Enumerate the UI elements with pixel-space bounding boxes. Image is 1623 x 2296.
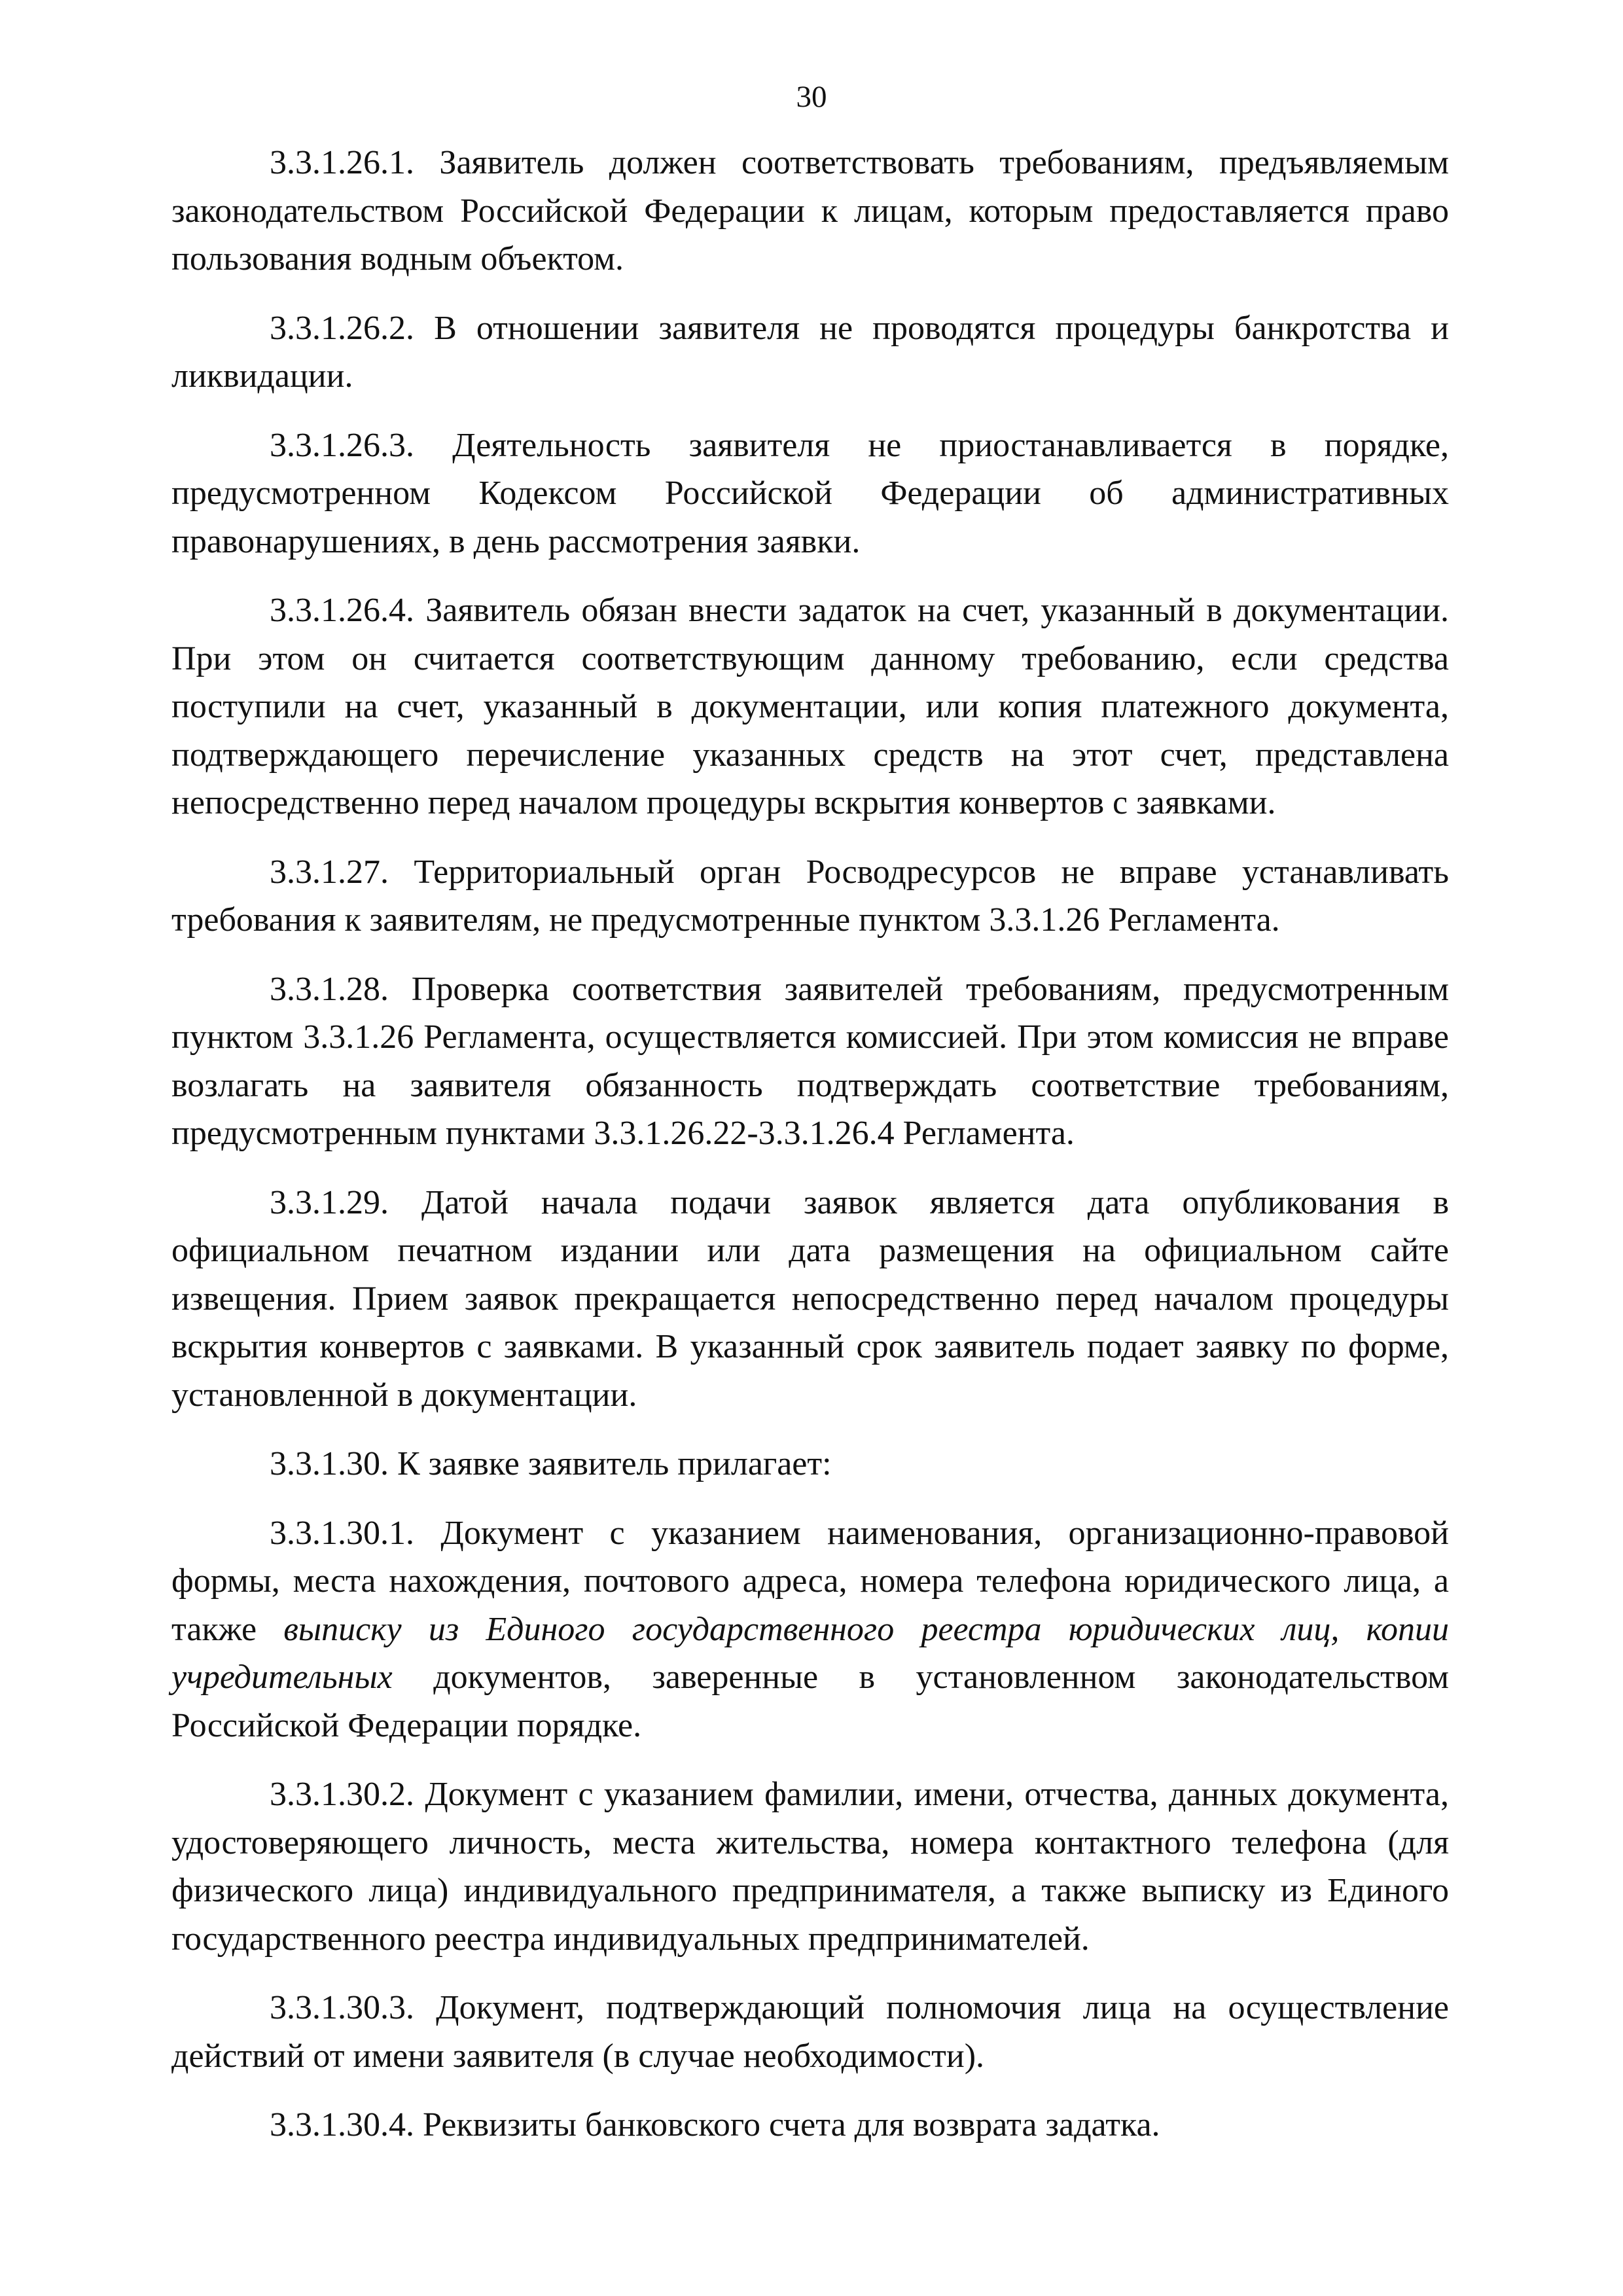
paragraph-3-3-1-29: 3.3.1.29. Датой начала подачи заявок является дата опубликования в официальном печатном издании или дата размещения на официальном сайте извещения. Прием заявок прекращается непосредственно перед началом процедуры вскрытия конвертов с заявками. В указанный срок заявитель подает заявку по форме, установленной в документации.	[171, 1183, 1449, 1414]
paragraph-3-3-1-28: 3.3.1.28. Проверка соответствия заявителей требованиям, предусмотренным пунктом 3.3.1.26 Регламента, осуществляется комиссией. При этом комиссия не вправе возлагать на заявителя обязанность подтверждать соответствие требованиям, предусмотренным пунктами 3.3.1.26.22-3.3.1.26.4 Регламента.	[171, 970, 1449, 1152]
paragraph-3-3-1-30-2: 3.3.1.30.2. Документ с указанием фамилии, имени, отчества, данных документа, удостоверяющего личность, места жительства, номера контактного телефона (для физического лица) индивидуального предпринимателя, а также выписку из Единого государственного реестра индивидуальных предпринимателей.	[171, 1776, 1449, 1958]
paragraph-3-3-1-30: 3.3.1.30. К заявке заявитель прилагает:	[270, 1445, 832, 1482]
paragraph-3-3-1-30-4: 3.3.1.30.4. Реквизиты банковского счета для возврата задатка.	[270, 2106, 1160, 2144]
paragraph-3-3-1-26-4: 3.3.1.26.4. Заявитель обязан внести задаток на счет, указанный в документации. При этом он считается соответствующим данному требованию, если средства поступили на счет, указанный в документации, или копия платежного документа, подтверждающего перечисление указанных средств на этот счет, представлена непосредственно перед началом процедуры вскрытия конвертов с заявками.	[171, 592, 1449, 821]
paragraph-3-3-1-30-1-italic: выписку из Единого государственного реестра юридических лиц, копии учредительных	[171, 1610, 1450, 1696]
paragraph-3-3-1-30-3: 3.3.1.30.3. Документ, подтверждающий полномочия лица на осуществление действий от имени заявителя (в случае необходимости).	[171, 1989, 1449, 2075]
paragraph-3-3-1-26-3: 3.3.1.26.3. Деятельность заявителя не приостанавливается в порядке, предусмотренном Кодексом Российской Федерации об административных правонарушениях, в день рассмотрения заявки.	[171, 426, 1449, 560]
paragraph-3-3-1-30-1	[171, 1509, 1449, 1750]
paragraph-3-3-1-26-1: 3.3.1.26.1. Заявитель должен соответствовать требованиям, предъявляемым законодательством Российской Федерации к лицам, которым предоставляется право пользования водным объектом.	[171, 144, 1449, 278]
document-body	[171, 139, 1449, 2149]
paragraph-3-3-1-26-2: 3.3.1.26.2. В отношении заявителя не проводятся процедуры банкротства и ликвидации.	[171, 309, 1449, 395]
paragraph-3-3-1-27: 3.3.1.27. Территориальный орган Росводресурсов не вправе устанавливать требования к заявителям, не предусмотренные пунктом 3.3.1.26 Регламента.	[171, 853, 1449, 939]
paragraph-3-3-1-30-1-start: 3.3.1.30.1. Документ с указанием наименования, организационно-правовой формы, места нахождения, почтового адреса, номера телефона юридического лица, а также	[171, 1514, 1449, 1648]
paragraph-3-3-1-30-1-end: документов, заверенные в установленном законодательством Российской Федерации порядке.	[171, 1659, 1449, 1744]
page-number: 30	[796, 80, 827, 114]
